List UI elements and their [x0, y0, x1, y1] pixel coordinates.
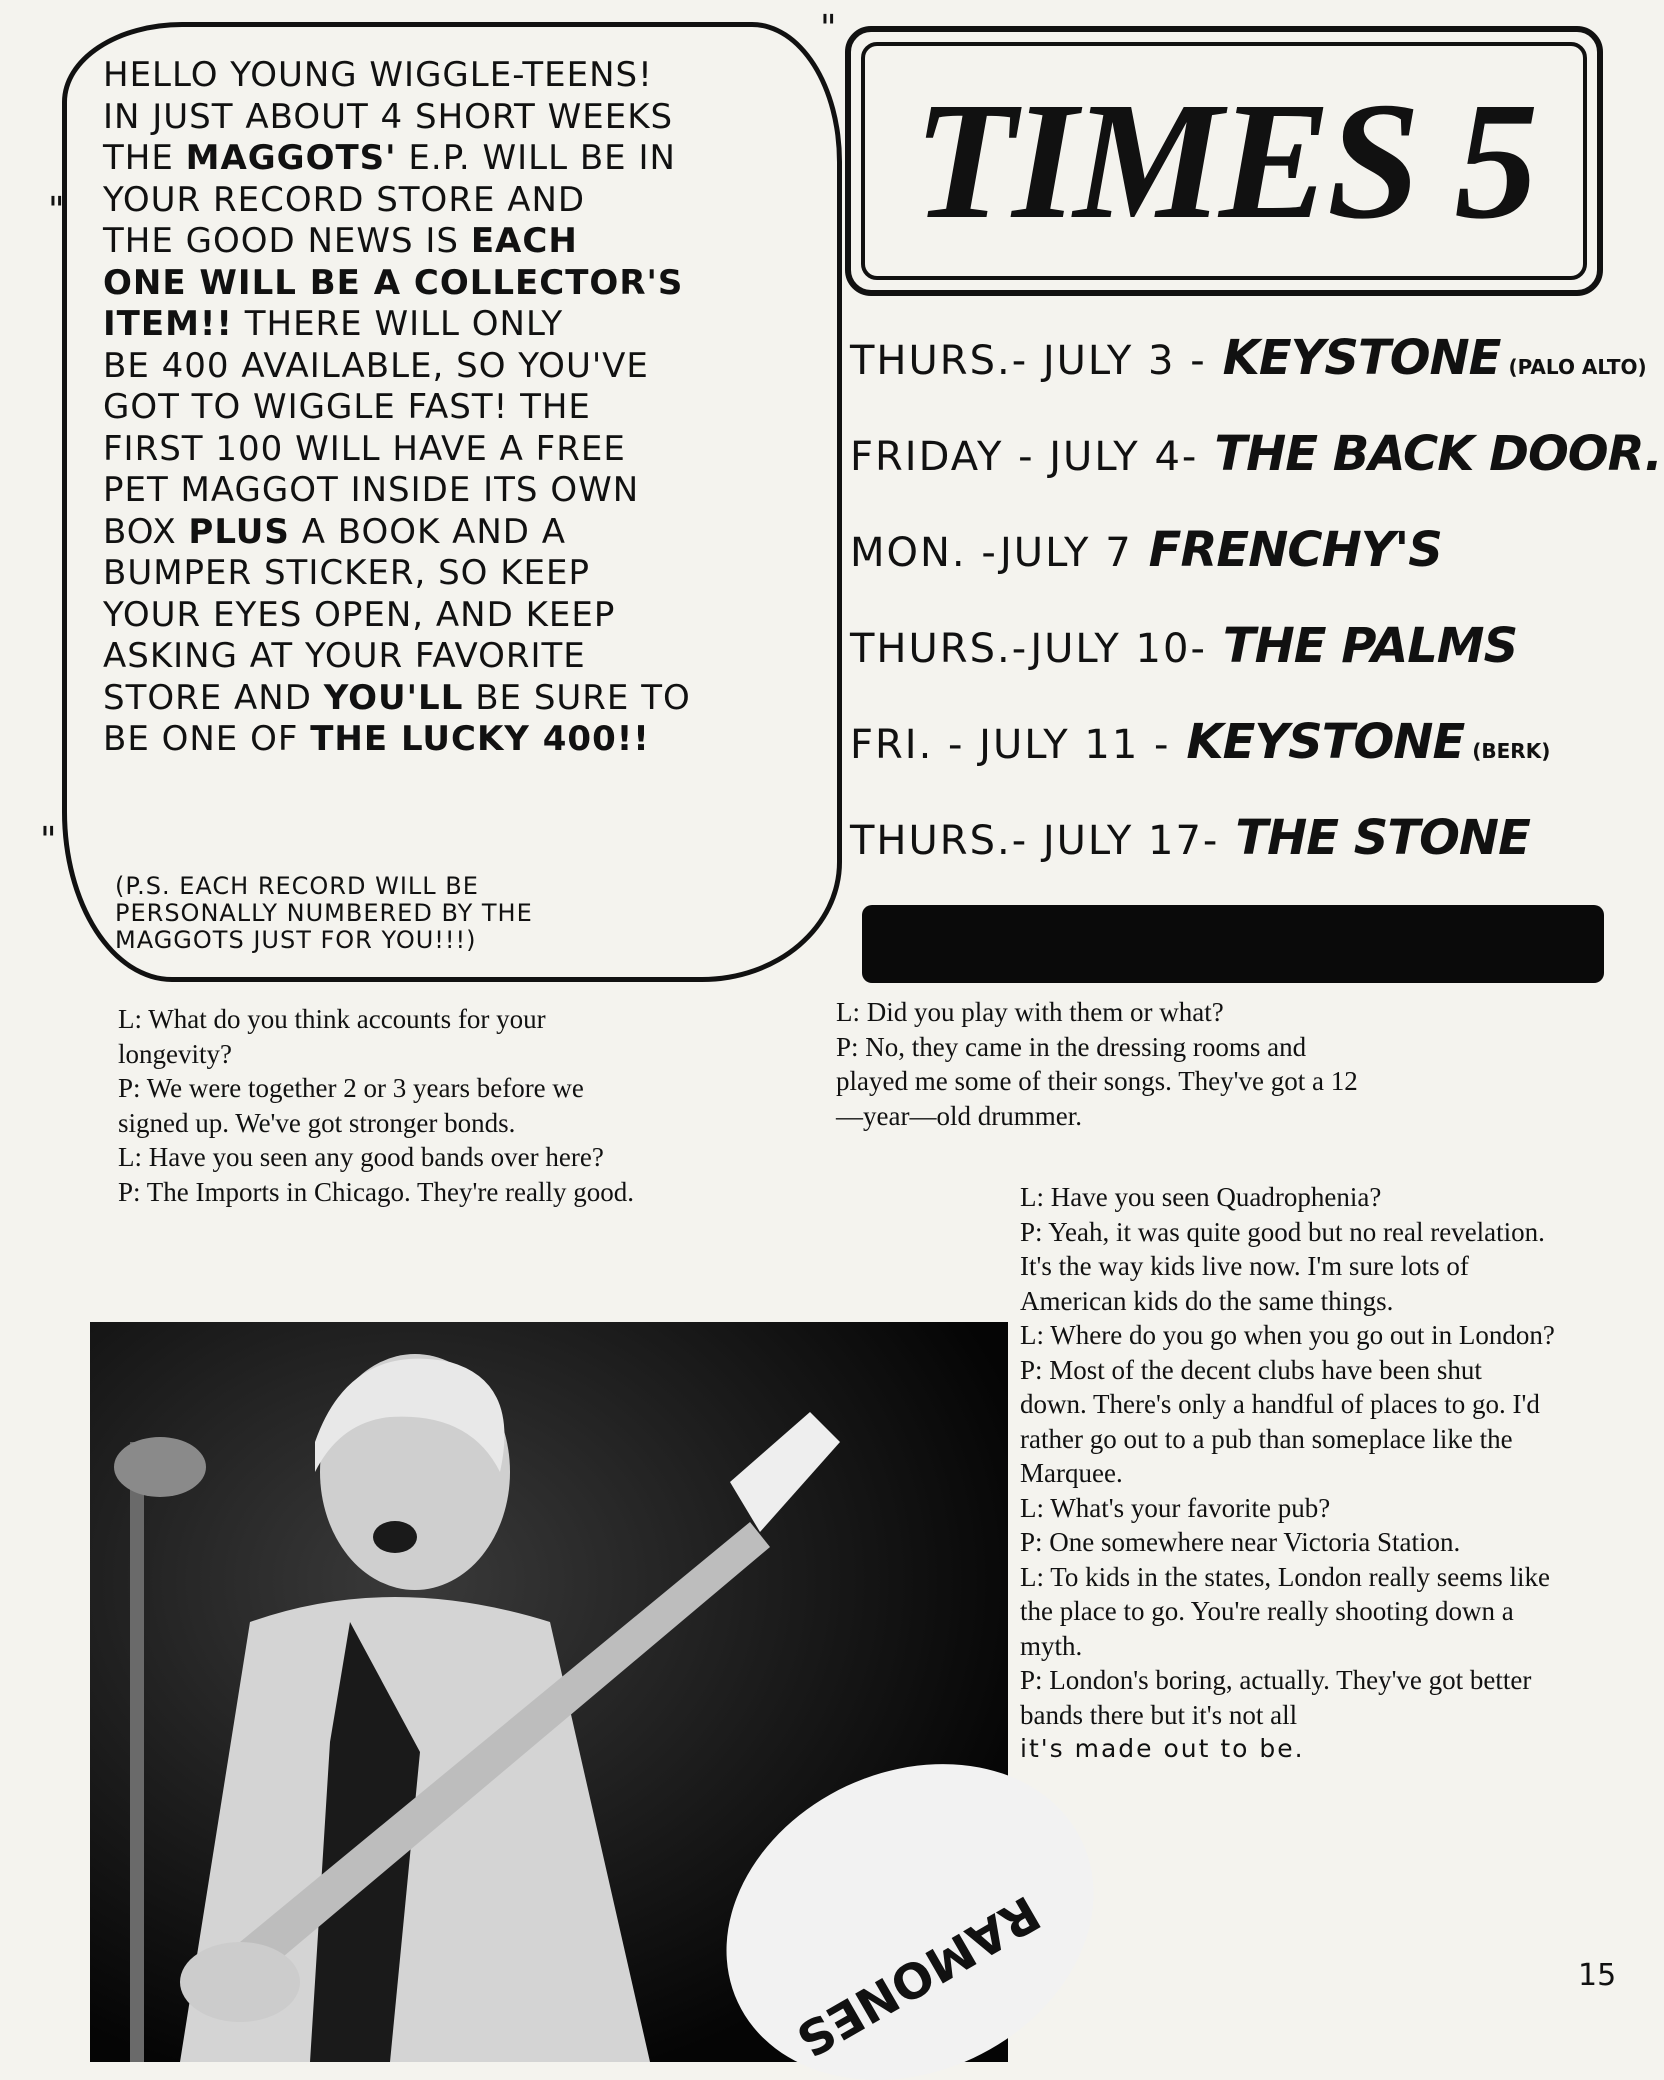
bubble-line: [103, 553, 823, 595]
gig-venue: KEYSTONE: [1222, 330, 1501, 386]
bubble-text-run: A BOOK AND A: [289, 511, 567, 552]
gig-venue: THE PALMS: [1222, 618, 1518, 674]
quote-tick-icon: ": [820, 8, 837, 49]
drum-logo-text: RAMONES: [786, 1884, 1050, 2068]
bubble-emphasis: PLUS: [188, 511, 290, 552]
postscript-line: PERSONALLY NUMBERED BY THE: [115, 899, 533, 927]
gig-row: [850, 618, 1630, 714]
gig-date: THURS.- JULY 17-: [850, 818, 1220, 864]
bubble-line: [103, 470, 823, 512]
bubble-line: [103, 180, 823, 222]
gig-venue: THE BACK DOOR.: [1214, 426, 1662, 482]
bubble-text-run: PET MAGGOT INSIDE ITS OWN: [103, 470, 640, 510]
interview-paragraph: P: London's boring, actually. They've got better bands there but it's not all: [1020, 1665, 1532, 1730]
bubble-text-run: THE: [103, 138, 186, 178]
gig-row: [850, 714, 1630, 810]
bubble-text-run: YOUR RECORD STORE AND: [103, 179, 586, 220]
gig-row: [850, 426, 1662, 522]
quote-tick-icon: ": [48, 190, 65, 231]
interview-paragraph: L: What's your favorite pub?: [1020, 1492, 1331, 1523]
bubble-text-run: BUMPER STICKER, SO KEEP: [103, 553, 591, 593]
interview-paragraph: L: Where do you go when you go out in London?: [1020, 1320, 1555, 1350]
bubble-line: [103, 636, 823, 678]
bubble-text-run: BOX: [103, 511, 189, 552]
gig-date: FRIDAY - JULY 4-: [850, 434, 1199, 480]
interview-paragraph: P: The Imports in Chicago. They're really good.: [118, 1176, 635, 1207]
bubble-line: [103, 97, 823, 139]
bubble-text-run: THERE WILL ONLY: [232, 304, 564, 344]
interview-paragraph: P: No, they came in the dressing rooms and played me some of their songs. They've got a 12—year—old drummer.: [836, 1031, 1358, 1131]
gig-date: THURS.- JULY 3 -: [850, 338, 1207, 384]
bubble-line: [103, 304, 823, 346]
quote-tick-icon: ": [40, 820, 57, 861]
gig-list: [850, 330, 1662, 906]
bubble-text-run: FIRST 100 WILL HAVE A FREE: [103, 428, 626, 469]
interview-paragraph: P: Most of the decent clubs have been shut down. There's only a handful of places to go. I'd rather go out to a pub than someplace like the Marquee.: [1020, 1354, 1540, 1488]
interview-paragraph: L: What do you think accounts for your longevity?: [118, 1004, 546, 1069]
bubble-postscript: [115, 873, 775, 954]
bubble-emphasis: EACH: [470, 221, 578, 261]
gig-venue: THE STONE: [1235, 810, 1530, 866]
bubble-text-run: STORE AND: [103, 677, 324, 718]
photo-caption-mask: [94, 1226, 654, 1322]
bubble-line: [103, 346, 823, 388]
postscript-line: (P.S. EACH RECORD WILL BE: [115, 872, 479, 900]
bubble-emphasis: MAGGOTS': [185, 138, 397, 178]
bubble-text-run: IN JUST ABOUT 4 SHORT WEEKS: [103, 96, 674, 137]
bubble-text-run: HELLO YOUNG WIGGLE-TEENS!: [103, 55, 653, 95]
bubble-emphasis: ITEM!!: [103, 304, 233, 344]
gig-date: THURS.-JULY 10-: [850, 626, 1207, 672]
bubble-emphasis: YOU'LL: [323, 677, 464, 718]
band-photo: [90, 1322, 1050, 2068]
maggots-speech-bubble: [62, 22, 842, 982]
page-number: 15: [1578, 1958, 1617, 1993]
interview-paragraph: L: Have you seen any good bands over here?: [118, 1142, 604, 1172]
bubble-line: [103, 221, 823, 263]
bubble-line: [103, 429, 823, 471]
mic-stand: [130, 1442, 144, 2062]
gig-row: [850, 330, 1647, 426]
interview-paragraph: P: We were together 2 or 3 years before we signed up. We've got stronger bonds.: [118, 1073, 584, 1138]
interview-paragraph: L: Have you seen Quadrophenia?: [1020, 1182, 1382, 1212]
bubble-line: [103, 512, 823, 554]
gig-note: (BERK): [1472, 739, 1551, 763]
bubble-line: [103, 719, 823, 761]
bubble-line: [103, 595, 823, 637]
bubble-emphasis: THE LUCKY 400!!: [310, 719, 650, 759]
interview-column-right-top: [836, 995, 1371, 1133]
bubble-text-run: ASKING AT YOUR FAVORITE: [103, 636, 586, 676]
bubble-line: [103, 387, 823, 429]
redaction-bar: [862, 905, 1604, 983]
gig-venue: FRENCHY'S: [1148, 522, 1442, 578]
page-title: TIMES 5: [913, 68, 1535, 254]
interview-column-left: [118, 1002, 653, 1209]
gig-venue: KEYSTONE: [1186, 714, 1465, 770]
bubble-text: [103, 55, 823, 761]
bubble-text-run: YOUR EYES OPEN, AND KEEP: [103, 594, 616, 635]
interview-paragraph: L: Did you play with them or what?: [836, 997, 1224, 1027]
bubble-text-run: THE GOOD NEWS IS: [103, 221, 471, 261]
interview-paragraph: P: One somewhere near Victoria Station.: [1020, 1527, 1461, 1557]
gig-date: MON. -JULY 7: [850, 530, 1133, 576]
gig-date: FRI. - JULY 11 -: [850, 722, 1171, 768]
bubble-line: [103, 678, 823, 720]
title-box: [845, 26, 1603, 296]
title-box-inner-border: [861, 42, 1587, 280]
bubble-text-run: E.P. WILL BE IN: [396, 138, 676, 178]
bubble-emphasis: ONE WILL BE A COLLECTOR'S: [103, 262, 684, 303]
interview-paragraph: P: Yeah, it was quite good but no real revelation. It's the way kids live now. I'm sure lots of American kids do the same things.: [1020, 1216, 1545, 1316]
interview-column-right: [1020, 1180, 1555, 1767]
bubble-line: [103, 138, 823, 180]
interview-handwritten-ending: it's made out to be.: [1020, 1734, 1305, 1763]
interview-paragraph: L: To kids in the states, London really seems like the place to go. You're really shooting down a myth.: [1020, 1561, 1551, 1661]
postscript-line: MAGGOTS JUST FOR YOU!!!): [115, 926, 477, 954]
bubble-line: [103, 55, 823, 97]
bubble-text-run: BE 400 AVAILABLE, SO YOU'VE: [103, 345, 649, 386]
bubble-text-run: GOT TO WIGGLE FAST! THE: [103, 387, 591, 427]
gig-note: (PALO ALTO): [1508, 355, 1647, 379]
bubble-line: [103, 263, 823, 305]
band-photo-illustration: [90, 1322, 1050, 2068]
bubble-text-run: BE ONE OF: [103, 719, 311, 759]
gig-row: [850, 522, 1630, 618]
gig-row: [850, 810, 1630, 906]
bubble-text-run: BE SURE TO: [463, 677, 691, 718]
